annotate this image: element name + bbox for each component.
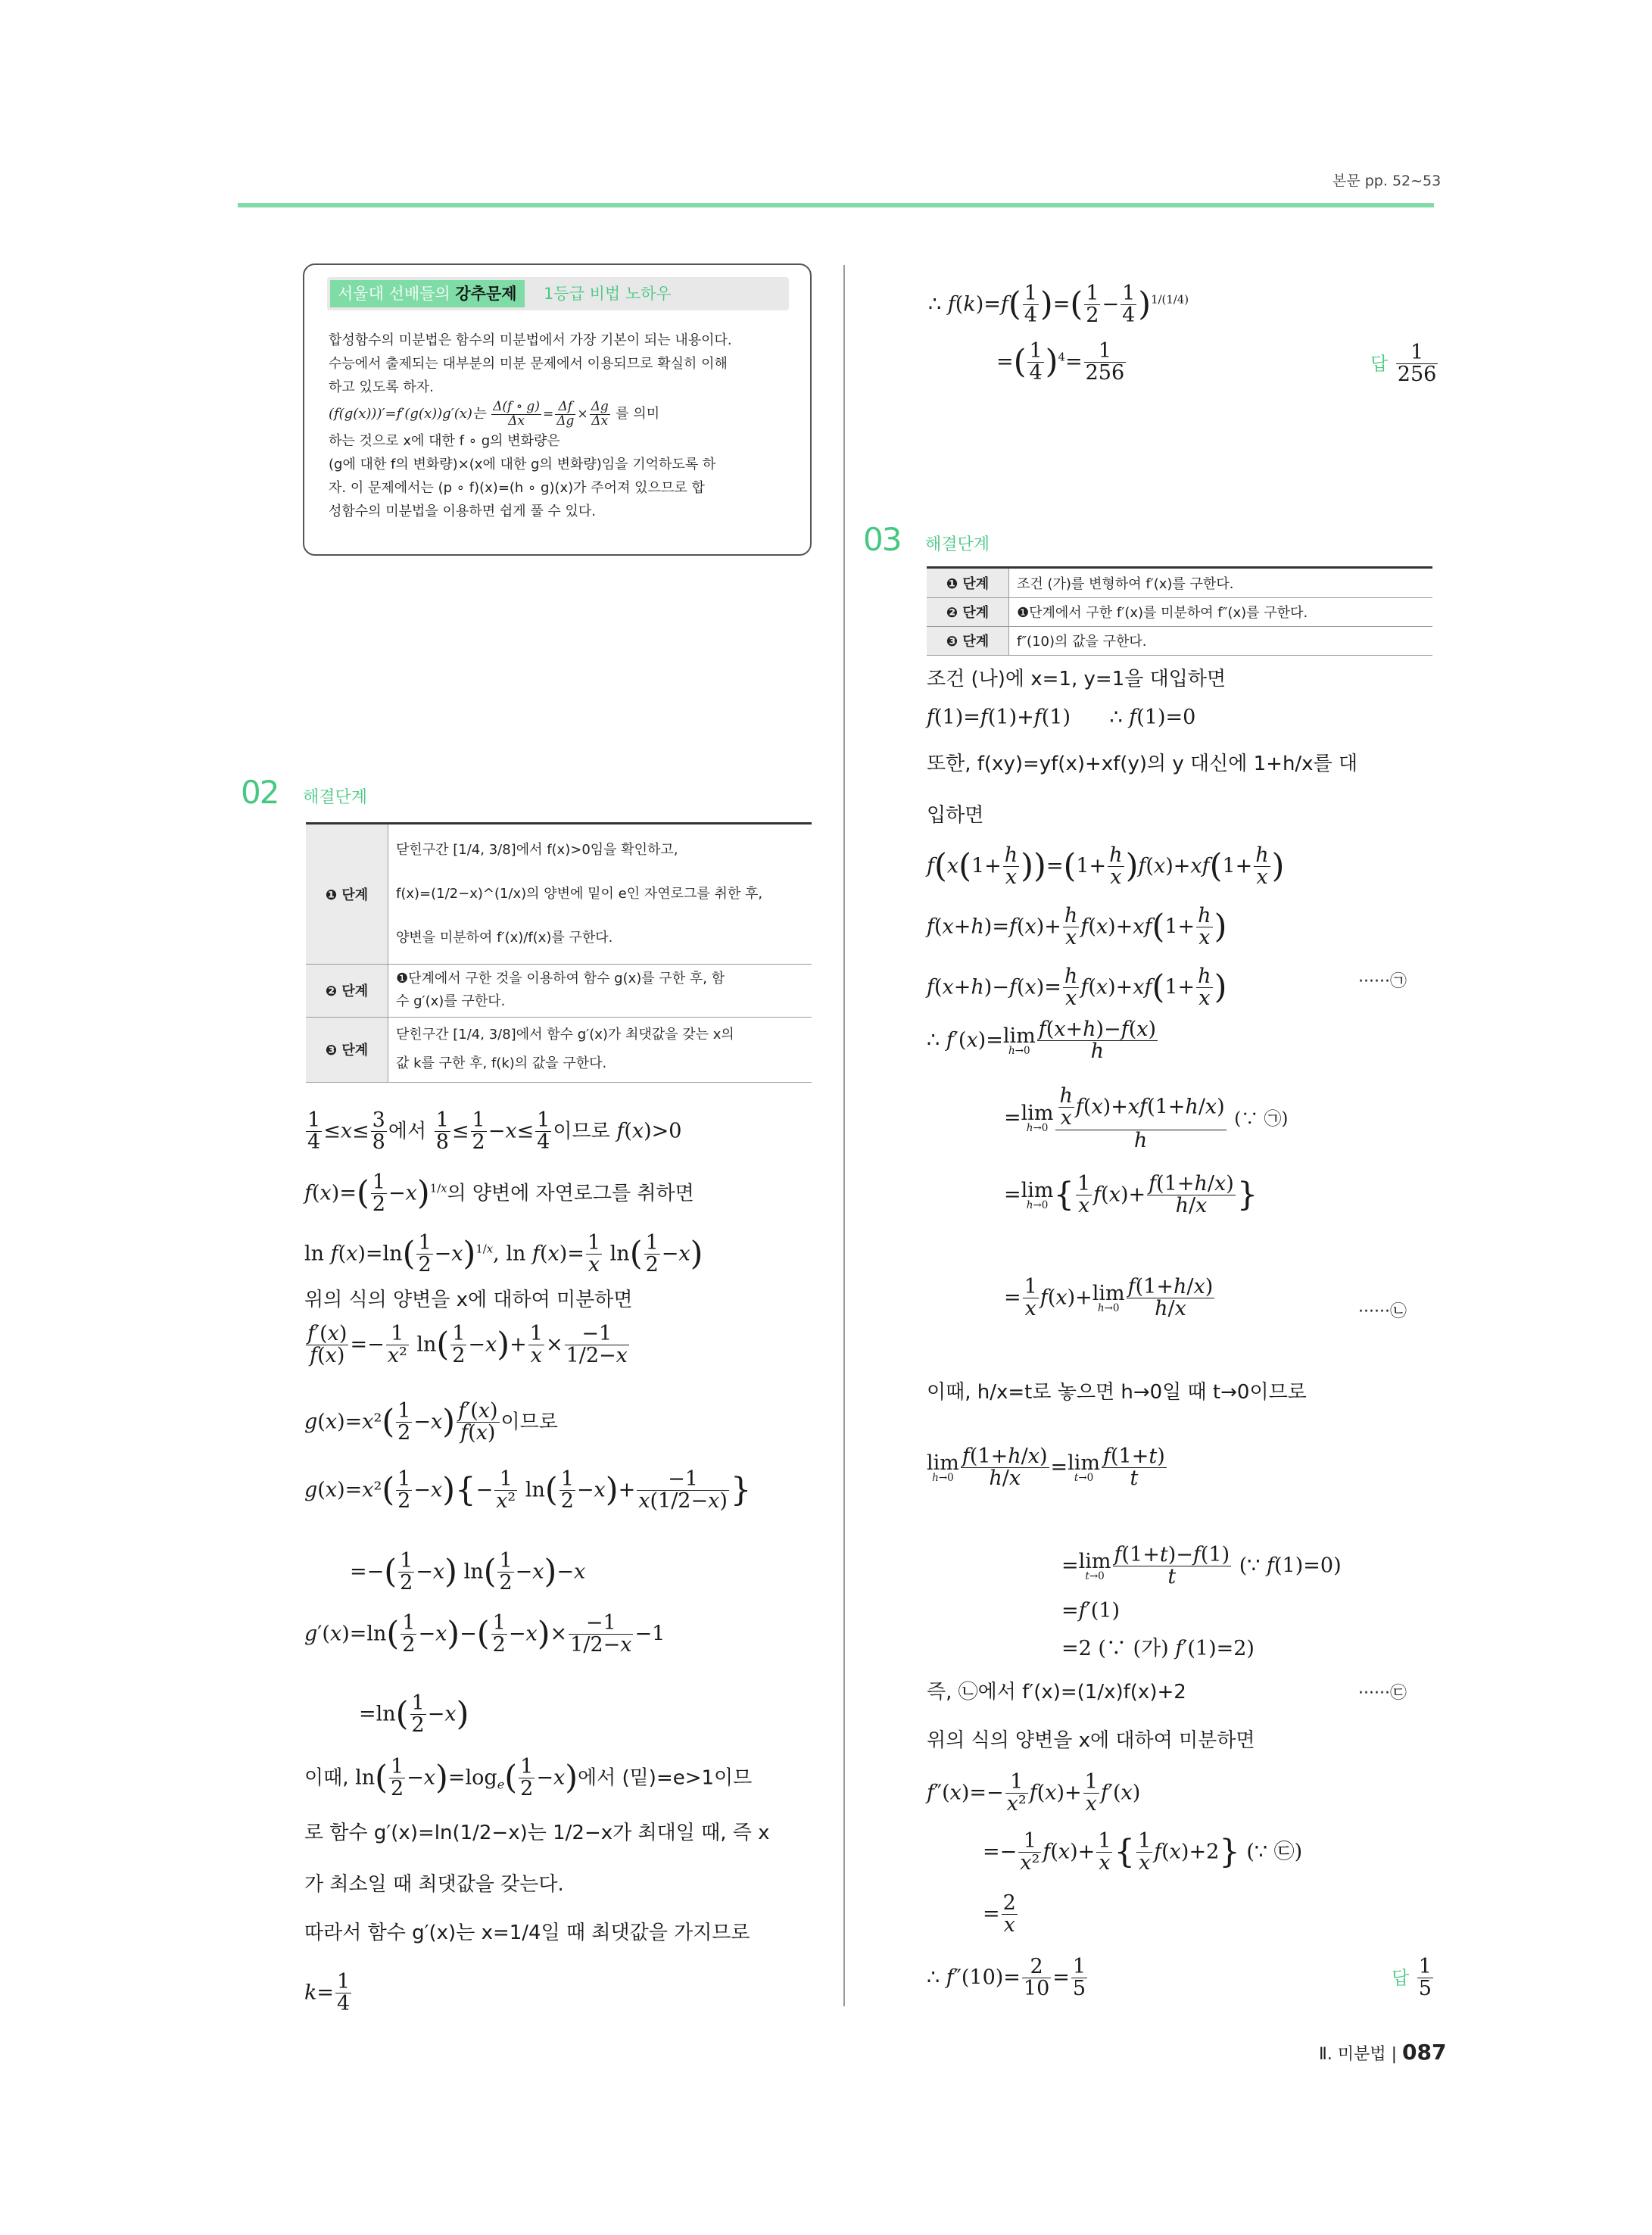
tip-formula: (f(g(x)))′=f′(g(x))g′(x)는 [329,406,486,422]
q02-eq-gprime: g′(x)=ln( $\frac{1}{2}$ −x)−( $\frac{1}{2}$ −x)× $\frac{-1}{1/2-x}$ −1 [304,1611,665,1657]
q02-eq-log: 이때, ln( $\frac{1}{2}$ $-x)=\log_e$( $\frac{1}{2}$ −x)에서 (밑)=e>1이므 [304,1755,753,1801]
tip-line: 수능에서 출제되는 대부분의 미분 문제에서 이용되므로 확실히 이해 [329,356,728,372]
footer: Ⅱ. 미분법 | 087 [1319,2040,1447,2065]
step-label: ❶ 단계 [306,824,388,964]
q03-eq-diff: f(x+h)−f(x)= $\frac{h}{x}$ f(x)+xf(1+ $\frac{h}{x}$ ) [927,965,1227,1011]
q02-answer: 답 $\frac{1}{256}$ [1370,341,1437,387]
q03-eq-lim-t3: =f′(1) [1061,1599,1121,1622]
q02-eq-gprime2: =ln( $\frac{1}{2}$ −x) [359,1691,469,1738]
tip-box [303,263,812,556]
q02-step-row [306,1017,812,1082]
step-line: 양변을 미분하여 f′(x)/f(x)를 구한다. [396,929,613,946]
tip-line: 하고 있도록 하자. [329,379,434,395]
step-label: ❶ 단계 [927,569,1009,597]
q02-eq-k: k= $\frac{1}{4}$ [304,1970,351,2016]
answer-label: 답 [1370,353,1389,375]
label-circle-3: ······㉢ [1358,1684,1407,1703]
q03-eq-f2prime3: = $\frac{2}{x}$ [983,1891,1016,1937]
tip-tag-bold: 강추문제 [455,285,517,303]
tip-line: (f(g(x)))′=f′(g(x))g′(x)는 $\frac{\Delta(f \circ g)}{\Delta x}$ = $\frac{\Delta f}{\Delta g}$ × $\frac{\Delta g}{\Delta x}$ 를 의미 [329,399,660,429]
tip-line: (g에 대한 f의 변화량)×(x에 대한 g의 변화량)임을 기억하도록 하 [329,457,716,472]
q02-text-so: 따라서 함수 g′(x)는 x=1/4일 때 최댓값을 가지므로 [304,1922,750,1944]
q03-eq-lim-t2: =lim t→0 $\frac{f(1+t)-f(1)}{t}$ (∵ f(1)=0) [1061,1543,1342,1589]
footer-chapter: Ⅱ. 미분법 [1319,2045,1386,2064]
header-rule [238,203,1434,207]
label-circle-1: ······㉠ [1358,972,1407,991]
step-label: ❷ 단계 [306,964,388,1017]
question-number-03: 03 [863,521,901,558]
q03-step-row [927,597,1432,626]
step-line: f(x)=(1/2−x)^(1/x)의 양변에 밑이 e인 자연로그를 취한 후, [396,885,763,902]
q02-title: 해결단계 [303,788,368,807]
tip-header [327,277,789,310]
tip-line: 합성함수의 미분법은 함수의 미분법에서 가장 기본이 되는 내용이다. [329,332,732,348]
q03-text-also: 또한, f(xy)=yf(x)+xf(y)의 y 대신에 1+h/x를 대 [927,753,1358,775]
q02-eq-range: $\frac{1}{4}$ ≤x≤ $\frac{3}{8}$ 에서 $\frac{1}{8}$ ≤ $\frac{1}{2}$ −x≤ $\frac{1}{4}$ 이므로 f(x)>0 [307,1108,682,1155]
q02-eq-g3: =−( $\frac{1}{2}$ −x) ln( $\frac{1}{2}$ −x)−x [350,1549,586,1595]
page-number: 087 [1401,2040,1447,2065]
step-line: 값 k를 구한 후, f(k)의 값을 구한다. [396,1055,607,1071]
page-reference: 본문 pp. 52~53 [1333,173,1442,189]
q02-text-then: 이때, [304,1766,349,1790]
q03-eq-fprime2: =lim h→0 $\frac{h}{x}$ f(x)+xf(1+h/x) h (∵ ㉠) [1004,1084,1289,1152]
step-text [388,824,812,964]
column-divider [843,265,845,2006]
q03-eq-fprime4: = $\frac{1}{x}$ f(x)+lim h→0 $\frac{f(1+h/x)}{h/x}$ [1004,1275,1214,1321]
q03-eq-sub: f(x(1+ $\frac{h}{x}$ ))=(1+ $\frac{h}{x}$ )f(x)+xf(1+ $\frac{h}{x}$ ) [927,843,1285,890]
step-text [388,1017,812,1082]
q03-eq-f2prime: f″(x)=− $\frac{1}{\text{x²}}$ f(x)+ $\frac{1}{x}$ f′(x) [927,1770,1141,1816]
tip-line: 성함수의 미분법을 이용하면 쉽게 풀 수 있다. [329,503,597,519]
q02-step-row [306,964,812,1017]
step-label: ❸ 단계 [927,626,1009,655]
q03-title: 해결단계 [925,535,990,554]
tip-line: 하는 것으로 x에 대한 f ∘ g의 변화량은 [329,433,560,449]
q03-eq-fprime3: =lim h→0 { $\frac{1}{x}$ f(x)+ $\frac{f(1+h/x)}{h/x}$ } [1004,1172,1258,1218]
q02-eq-ln: ln f(x)=ln( $\frac{1}{2}$ −x)$^{1/x}$, ln f(x)= $\frac{1}{x}$ ln( $\frac{1}{2}$ −x) [304,1231,703,1277]
q03-eq-fxh: f(x+h)=f(x)+ $\frac{h}{x}$ f(x)+xf(1+ $\frac{h}{x}$ ) [927,904,1227,950]
tip-line: 자. 이 문제에서는 (p ∘ f)(x)=(h ∘ g)(x)가 주어져 있으므로 합 [329,480,705,496]
label-circle-2: ······㉡ [1358,1302,1407,1321]
q02-eq-fk2: =( $\frac{1}{4}$ )$^4$= $\frac{1}{256}$ [996,339,1125,385]
q02-eq-g: g(x)=x²( $\frac{1}{2}$ −x) $\frac{f'(x)}{f(x)}$ 이므로 [304,1399,558,1445]
q03-eq-f10: ∴ f″(10)= $\frac{2}{10}$ = $\frac{1}{5}$ [927,1955,1086,2001]
tip-body [329,329,792,523]
q02-text-log: 의 양변에 자연로그를 취하면 [447,1182,694,1205]
q03-answer: 답 $\frac{1}{5}$ [1392,1955,1432,2001]
q03-step-row [927,626,1432,655]
q02-eq-fk: ∴ f(k)=f( $\frac{1}{4}$ )=( $\frac{1}{2}$ − $\frac{1}{4}$ )$^{1/(1/4)}$ [928,282,1189,328]
q02-text-base: 에서 (밑)=e>1이므 [578,1766,753,1790]
tip-line-end: 를 의미 [616,406,660,422]
q02-text-min: 가 최소일 때 최댓값을 갖는다. [304,1873,564,1896]
step-label: ❸ 단계 [306,1017,388,1082]
q03-text-let: 이때, h/x=t로 놓으면 h→0일 때 t→0이므로 [927,1381,1307,1404]
q03-steps-table [927,569,1432,656]
q02-eq-g2: g(x)=x²( $\frac{1}{2}$ −x){− $\frac{1}{\text{x²}}$ ln( $\frac{1}{2}$ −x)+ $\frac{-1}{x(1/2-x)}$ } [304,1467,752,1513]
step-text: 조건 (가)를 변형하여 f′(x)를 구한다. [1009,569,1433,597]
q03-text-so: 즉, ㉡에서 f′(x)=(1/x)f(x)+2 [927,1681,1186,1704]
step-line: 닫힌구간 [1/4, 3/8]에서 f(x)>0임을 확인하고, [396,841,678,858]
answer-label: 답 [1392,1967,1410,1989]
q03-text-diff: 위의 식의 양변을 x에 대하여 미분하면 [927,1729,1255,1752]
q03-step-row [927,569,1432,597]
q03-eq-f2prime2: =− $\frac{1}{\text{x²}}$ f(x)+ $\frac{1}{x}$ { $\frac{1}{x}$ f(x)+2} (∵ ㉢) [983,1829,1303,1875]
question-number-02: 02 [241,774,279,811]
q02-text-max: 로 함수 g′(x)=ln(1/2−x)는 1/2−x가 최대일 때, 즉 x [304,1822,770,1844]
tip-tag [330,280,525,307]
q03-eq-fprime: ∴ f′(x)=lim h→0 $\frac{f(x+h)-f(x)}{h}$ [927,1018,1157,1064]
step-text [388,964,812,1017]
q02-text-diff: 위의 식의 양변을 x에 대하여 미분하면 [304,1289,633,1311]
q03-text-sub2: 입하면 [927,804,984,827]
q03-eq-f1: f(1)=f(1)+f(1) ∴ f(1)=0 [927,706,1196,729]
step-text: ❶단계에서 구한 f′(x)를 미분하여 f″(x)를 구한다. [1009,597,1433,626]
q03-text-sub: 조건 (나)에 x=1, y=1을 대입하면 [927,668,1227,690]
q02-step-row [306,824,812,964]
step-label: ❷ 단계 [927,597,1009,626]
q02-eq-deriv: $\frac{f'(x)}{f(x)}$ =− $\frac{1}{\text{x²}}$ ln( $\frac{1}{2}$ −x)+ $\frac{1}{x}$ × $\frac{-1}{1/2-x}$ [307,1322,628,1368]
q03-eq-lim-t4: =2 (∵ (가) f′(1)=2) [1061,1637,1255,1660]
q02-steps-table [306,824,812,1083]
tip-tag-prefix: 서울대 선배들의 [338,285,450,303]
step-line: ❶단계에서 구한 것을 이용하여 함수 g(x)를 구한 후, 함 [396,971,725,987]
step-text: f″(10)의 값을 구한다. [1009,626,1433,655]
step-line: 닫힌구간 [1/4, 3/8]에서 함수 g′(x)가 최댓값을 갖는 x의 [396,1027,734,1043]
step-line: 수 g′(x)를 구한다. [396,993,506,1009]
q03-eq-lim-t: lim h→0 $\frac{f(1+h/x)}{h/x}$ =lim t→0 $\frac{f(1+t)}{t}$ [927,1445,1165,1491]
q02-eq-f: f(x)=( $\frac{1}{2}$ −x)$^{1/x}$의 양변에 자연로그를 취하면 [304,1170,694,1217]
tip-subtitle: 1등급 비법 노하우 [544,285,672,303]
